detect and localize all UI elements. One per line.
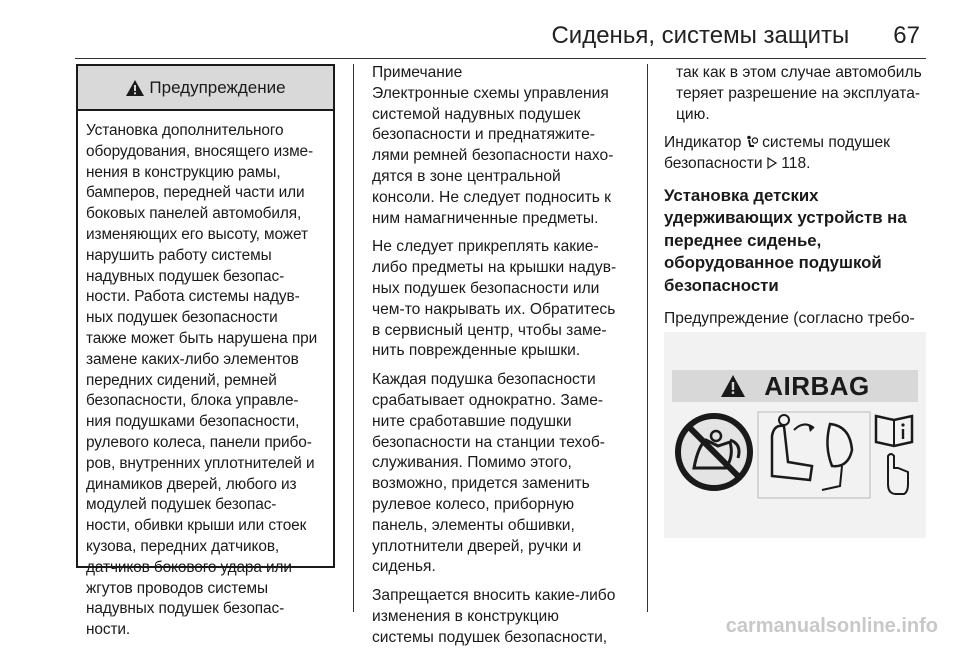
column-divider-right [647, 64, 648, 612]
warning-line: передних сидений, ремней [86, 371, 277, 389]
title-line: оборудованное подушкой [664, 253, 882, 273]
warning-line: датчиков бокового удара или [86, 558, 292, 576]
warning-line: оборудования, вносящего изме- [86, 142, 314, 160]
warning-triangle-icon [720, 374, 746, 398]
text-line: ним намагниченные предметы. [372, 209, 599, 227]
read-manual-icon [876, 416, 912, 494]
title-line: безопасности [664, 275, 779, 295]
warning-line: рулевого колеса, панели прибо- [86, 433, 312, 451]
text-line: Электронные схемы управления [372, 84, 609, 102]
text-line: срабатывает однократно. Заме- [372, 391, 604, 409]
text-line: теряет разрешение на эксплуата- [676, 84, 921, 102]
note-title: Примечание [372, 64, 463, 81]
airbag-warning-label [664, 332, 926, 538]
text-line: системы подушек безопасности, [372, 628, 608, 646]
paragraph-covers [372, 237, 640, 362]
page-reference: 118. [781, 155, 811, 173]
text-line: изменения в конструкцию [372, 607, 559, 625]
page-number: 67 [893, 22, 920, 49]
note-paragraph [372, 84, 640, 230]
page-title: Сиденья, системы защиты 67 [551, 22, 920, 49]
warning-line: Установка дополнительного [86, 122, 284, 139]
warning-text [78, 111, 333, 641]
text-line: возможно, придется заменить [372, 475, 590, 493]
warning-line: ния подушками безопасности, [86, 413, 300, 431]
column-divider-left [353, 64, 354, 612]
text-line: Предупреждение (согласно требо- [664, 310, 915, 328]
middle-column [372, 63, 640, 657]
airbag-indicator-icon [746, 135, 758, 149]
page-reference-icon [767, 157, 777, 169]
warning-line: также может быть нарушена при [86, 329, 318, 347]
text-line: сиденья. [372, 558, 436, 576]
text-line: безопасности на станции техоб- [372, 433, 605, 451]
warning-line: надувных подушек безопас- [86, 600, 285, 618]
warning-line: бамперов, передней части или [86, 184, 305, 202]
text-line: уплотнители дверей, ручки и [372, 537, 582, 555]
warning-line: ных подушек безопасности [86, 309, 278, 327]
warning-line: нарушить работу системы [86, 246, 272, 264]
text-line: ните сработавшие подушки [372, 412, 572, 430]
text-line: в сервисный центр, чтобы заме- [372, 321, 607, 339]
text-line: дятся в зоне центральной [372, 167, 561, 185]
paragraph-deployment [372, 370, 640, 578]
warning-line: кузова, передних датчиков, [86, 537, 280, 555]
text-line: так как в этом случае автомобиль [676, 64, 922, 81]
text-line: лями ремней безопасности нахо- [372, 147, 614, 165]
warning-triangle-icon [125, 79, 145, 97]
text-line: панель, элементы обшивки, [372, 516, 575, 534]
text-line: нить поврежденные крышки. [372, 342, 581, 360]
text-line: служивания. Помимо этого, [372, 454, 572, 472]
text-line: либо предметы на крышки надув- [372, 259, 617, 277]
warning-line: надувных подушек безопас- [86, 267, 285, 285]
title-line: Установка детских [664, 185, 819, 205]
label-pictograms [672, 406, 918, 502]
text-line: безопасности и преднатяжите- [372, 126, 596, 144]
indicator-paragraph: Индикатор системы подушек безопасности 118. [664, 134, 891, 173]
text-line: цию. [676, 105, 710, 123]
warning-line: замене каких-либо элементов [86, 350, 299, 368]
section-title [664, 185, 932, 298]
label-header: AIRBAG [672, 370, 918, 402]
text-line: чем-то накрывать их. Обратитесь [372, 300, 616, 318]
text-line: консоли. Не следует подносить к [372, 188, 611, 206]
paragraph-modifications [372, 586, 640, 648]
warning-line: безопасности, блока управле- [86, 392, 299, 410]
warning-line: модулей подушек безопас- [86, 496, 277, 514]
continued-paragraph [664, 63, 932, 125]
warning-line: ности. Работа системы надув- [86, 288, 300, 306]
warning-line: жгутов проводов системы [86, 579, 268, 597]
warning-line: динамиков дверей, любого из [86, 475, 297, 493]
text-line: системой надувных подушек [372, 105, 581, 123]
text-line: рулевое колесо, приборную [372, 495, 575, 513]
warning-line: боковых панелей автомобиля, [86, 205, 302, 223]
header-rule [75, 58, 926, 59]
warning-heading: Предупреждение [78, 66, 333, 111]
title-line: удерживающих устройств на [664, 208, 907, 228]
warning-box [76, 64, 335, 639]
warning-line: изменяющих его высоту, может [86, 225, 308, 243]
warning-line: ности. [86, 621, 131, 639]
watermark: carmanualsonline.info [725, 615, 938, 637]
text-line: Каждая подушка безопасности [372, 371, 596, 389]
warning-line: ров, внутренних уплотнителей и [86, 454, 315, 472]
warning-line: нения в конструкцию рамы, [86, 163, 281, 181]
seat-airbag-deploy-icon [758, 412, 870, 498]
text-line: ных подушек безопасности или [372, 279, 600, 297]
text-line: Не следует прикреплять какие- [372, 238, 599, 256]
right-column [664, 63, 932, 359]
no-rear-facing-seat-icon [678, 416, 750, 488]
warning-line: ности, обивки крыши или стоек [86, 517, 307, 535]
text-line: Запрещается вносить какие-либо [372, 587, 616, 605]
title-line: переднее сиденье, [664, 230, 822, 250]
